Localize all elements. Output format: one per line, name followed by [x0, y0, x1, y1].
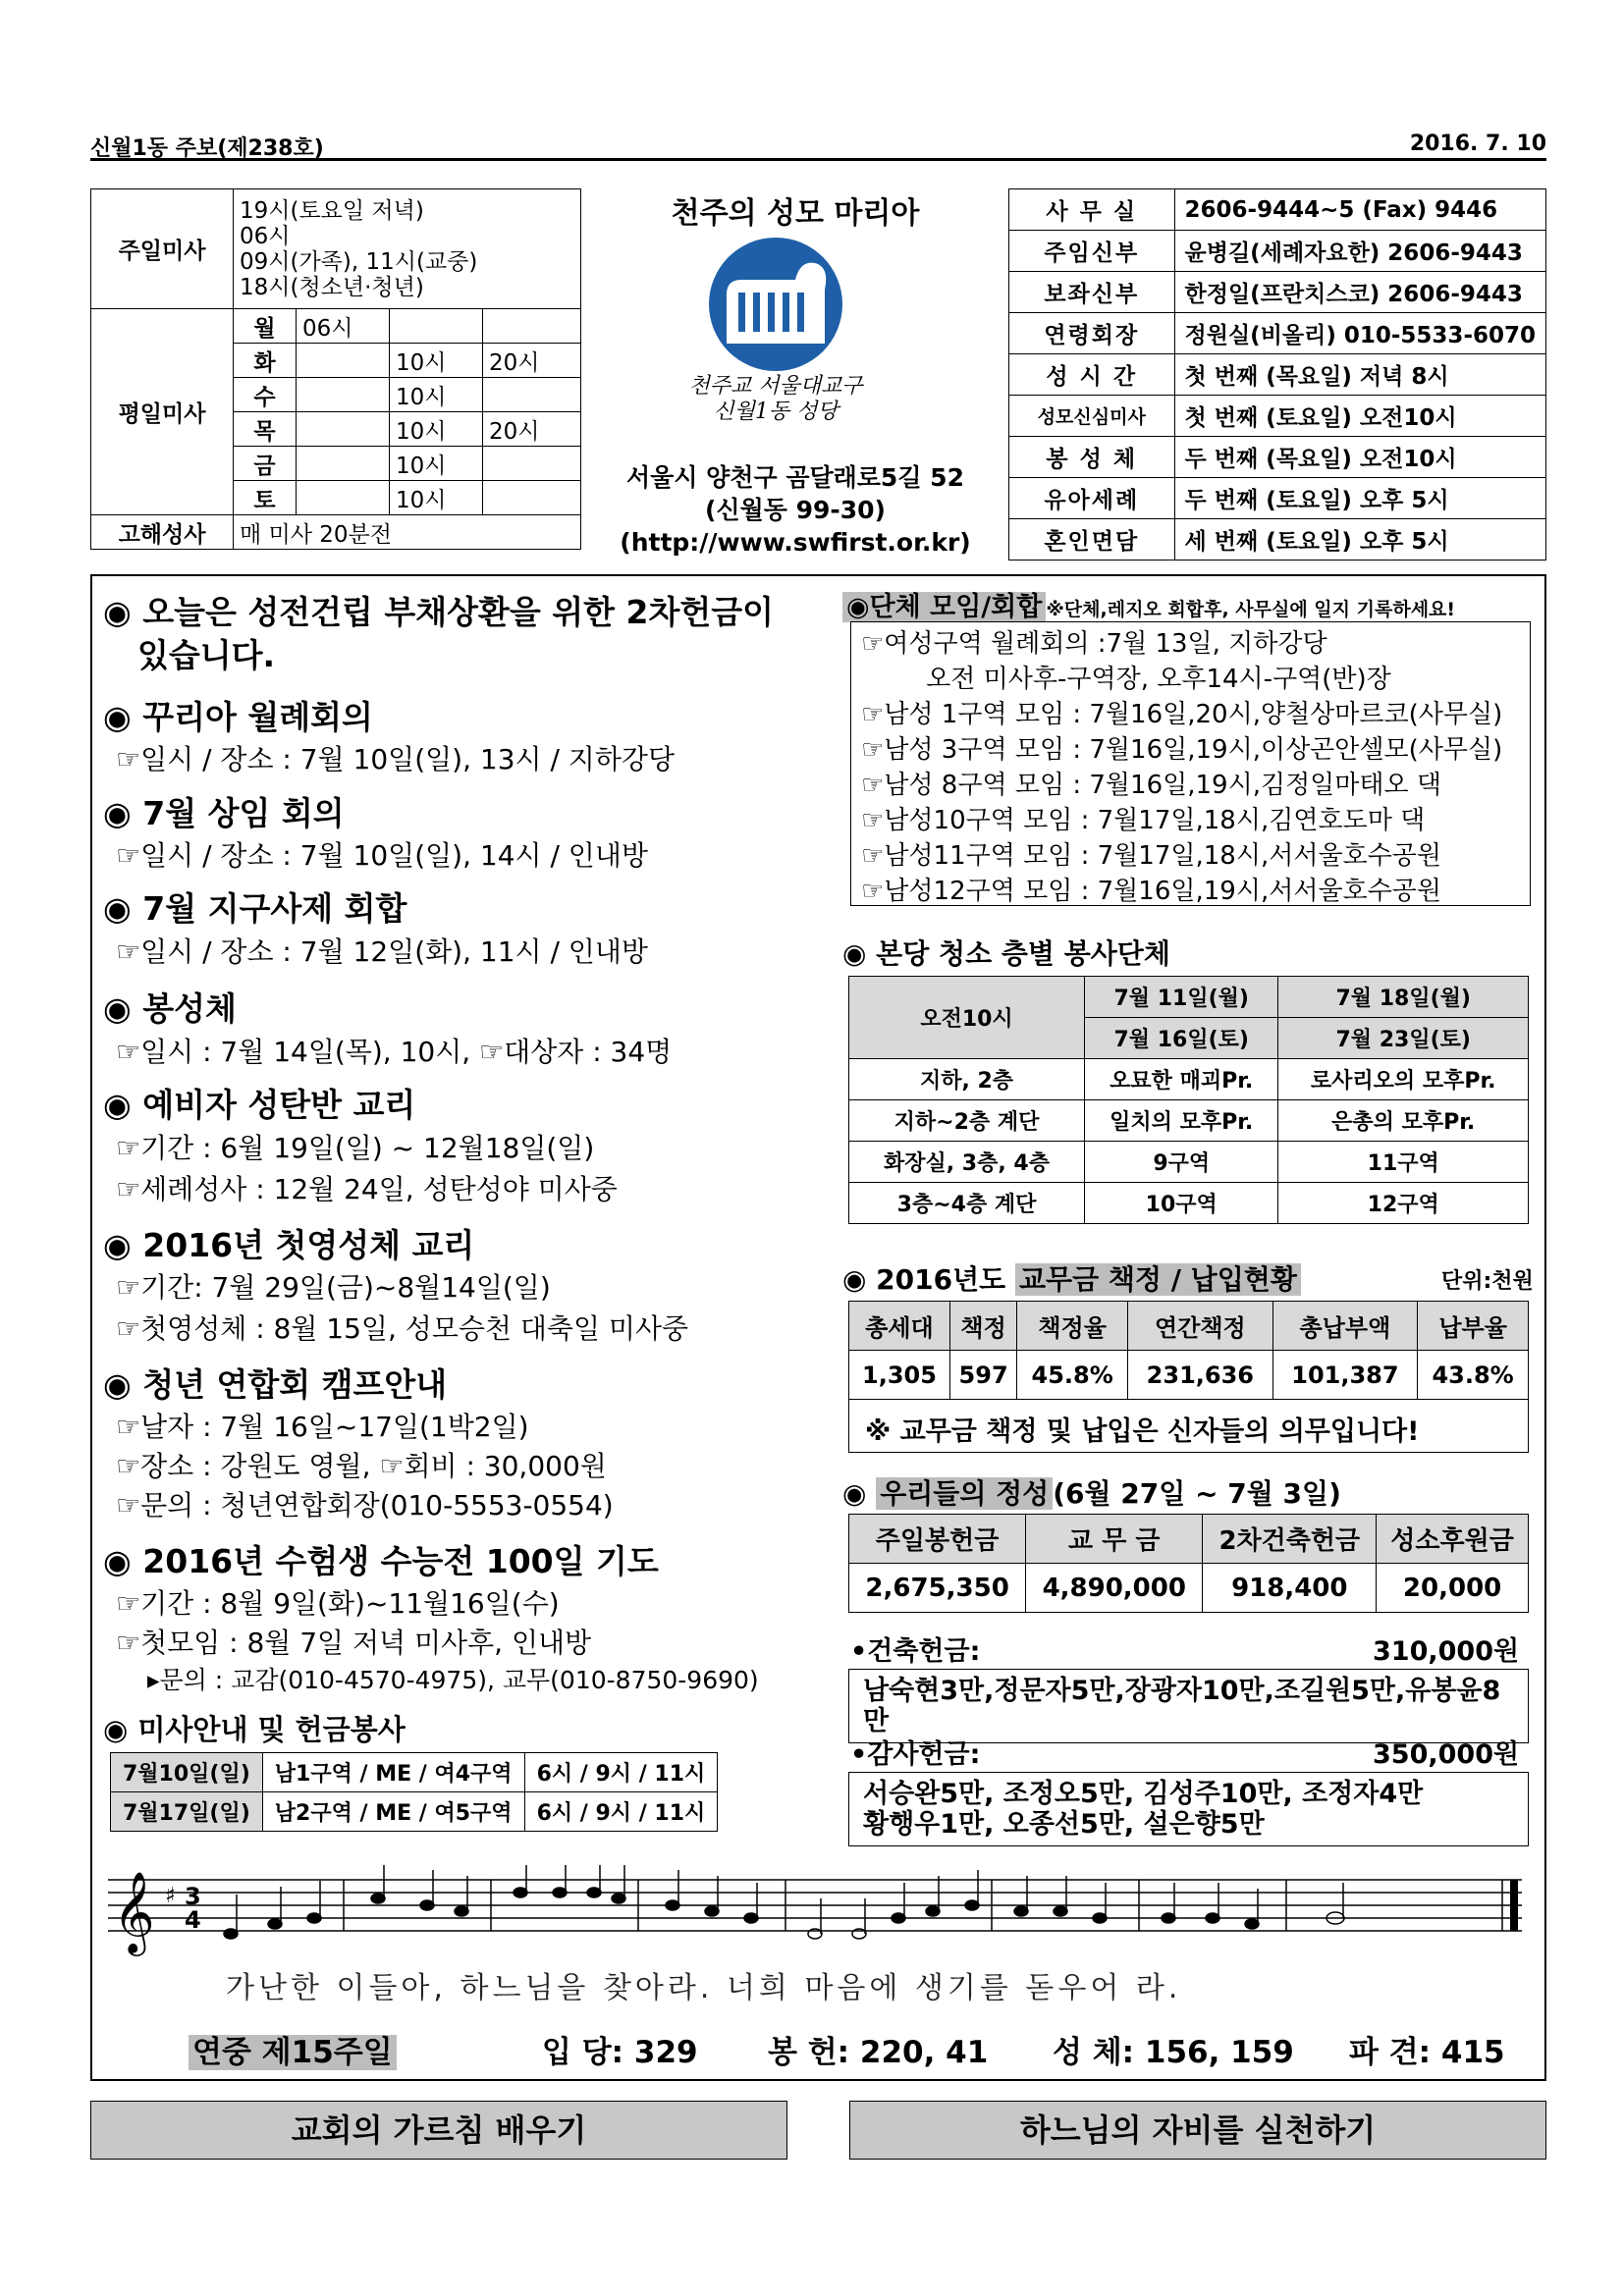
- weekday: 화: [234, 344, 297, 378]
- sunday-time: 09시(가족), 11시(교중): [240, 248, 478, 275]
- notice-communion-title: ◉ 봉성체: [103, 989, 237, 1028]
- thanks-offering-label: •감사헌금:: [850, 1739, 981, 1770]
- office-key: 혼인면담: [1009, 519, 1175, 561]
- cleaning-date: 7월 18일(월): [1278, 977, 1529, 1018]
- offering-value: 4,890,000: [1026, 1564, 1203, 1613]
- cleaning-time: 오전10시: [849, 977, 1085, 1059]
- cleaning-area: 지하~2층 계단: [849, 1100, 1085, 1142]
- notice-exam-prayer-title: ◉ 2016년 수험생 수능전 100일 기도: [103, 1542, 659, 1580]
- mass-time: [483, 447, 581, 481]
- office-value: 윤병길(세례자요한) 2606-9443: [1174, 231, 1545, 272]
- service-groups: 남2구역 / ME / 여5구역: [262, 1792, 524, 1832]
- offering-title-prefix: ◉: [842, 1477, 877, 1510]
- sunday-time: 19시(토요일 저녁): [240, 197, 424, 224]
- building-fund-amount: 310,000원: [1373, 1636, 1520, 1667]
- mass-time: 20시: [483, 344, 581, 378]
- offertory-hymn: 봉 헌: 220, 41: [768, 2035, 989, 2070]
- mass-time: [297, 447, 390, 481]
- sunday-mass-times: [234, 189, 581, 309]
- mass-time: 10시: [390, 481, 483, 515]
- notice-curia-detail: ☞일시 / 장소 : 7월 10일(일), 13시 / 지하강당: [116, 743, 676, 775]
- weekday-mass-label: 평일미사: [91, 309, 234, 515]
- dismissal-hymn: 파 견: 415: [1349, 2035, 1505, 2070]
- offering-header: 2차건축헌금: [1203, 1515, 1377, 1564]
- notice-youth-camp-date: ☞날자 : 7월 16일~17일(1박2일): [116, 1411, 529, 1443]
- mass-schedule-table: [90, 188, 581, 550]
- cleaning-title: ◉ 본당 청소 층별 봉사단체: [842, 937, 1170, 970]
- offering-title-highlight: 우리들의 정성: [876, 1477, 1053, 1510]
- weekday: 토: [234, 481, 297, 515]
- groups-box: [850, 621, 1531, 906]
- weekday: 수: [234, 378, 297, 412]
- music-notes: [224, 1865, 1344, 1939]
- notice-youth-camp-title: ◉ 청년 연합회 캠프안내: [103, 1365, 448, 1404]
- divine-mercy-button[interactable]: 하느님의 자비를 실천하기: [849, 2101, 1546, 2160]
- address-line: 서울시 양천구 곰달래로5길 52: [626, 463, 964, 492]
- notice-second-collection: ◉ 오늘은 성전건립 부채상환을 위한 2차헌금이: [103, 593, 775, 631]
- group-line: ☞남성10구역 모임 : 7월17일,18시,김연호도마 댁: [861, 806, 1426, 835]
- notice-standing-title: ◉ 7월 상임 회의: [103, 794, 345, 832]
- service-date: 7월10일(일): [111, 1753, 263, 1792]
- office-value: 정원실(비올리) 010-5533-6070: [1174, 313, 1545, 354]
- time-signature-bottom: 4: [185, 1906, 201, 1934]
- office-key: 봉 성 체: [1009, 437, 1175, 478]
- entrance-hymn: 입 당: 329: [542, 2035, 698, 2070]
- logo-text-diocese: 천주교 서울대교구: [688, 374, 863, 399]
- notice-first-communion-period: ☞기간: 7월 29일(금)~8월14일(일): [116, 1271, 551, 1304]
- group-line: ☞여성구역 월례회의 :7월 13일, 지하강당: [861, 629, 1327, 659]
- building-fund-label: •건축헌금:: [850, 1636, 981, 1667]
- notice-first-communion-date: ☞첫영성체 : 8월 15일, 성모승천 대축일 미사중: [116, 1312, 689, 1345]
- weekday: 금: [234, 447, 297, 481]
- office-key: 연령회장: [1009, 313, 1175, 354]
- donor-line: 황행우1만, 오종선5만, 설은향5만: [863, 1809, 1265, 1840]
- mass-time: [297, 378, 390, 412]
- sunday-mass-label: 주일미사: [91, 189, 234, 309]
- building-fund-donors: 남숙현3만,정문자5만,장광자10만,조길원5만,유봉윤8만: [848, 1669, 1529, 1743]
- dues-unit: 단위:천원: [1441, 1269, 1534, 1294]
- cleaning-group: 오묘한 매괴Pr.: [1085, 1059, 1278, 1100]
- dues-header: 납부율: [1418, 1302, 1529, 1351]
- offering-header: 성소후원금: [1377, 1515, 1529, 1564]
- mass-time: 10시: [390, 344, 483, 378]
- office-value: 첫 번째 (토요일) 오전10시: [1174, 396, 1545, 437]
- dues-value: 101,387: [1272, 1351, 1418, 1400]
- address-line: (신월동 99-30): [705, 496, 886, 524]
- mass-service-table: [110, 1752, 718, 1832]
- office-key: 사 무 실: [1009, 189, 1175, 231]
- dues-value: 597: [949, 1351, 1016, 1400]
- notice-first-communion-title: ◉ 2016년 첫영성체 교리: [103, 1226, 475, 1264]
- dues-title: [842, 1258, 1301, 1298]
- office-key: 보좌신부: [1009, 272, 1175, 313]
- notice-exam-prayer-first: ☞첫모임 : 8월 7일 저녁 미사후, 인내방: [116, 1627, 592, 1659]
- thanks-offering-donors: [848, 1772, 1529, 1846]
- mass-time: 06시: [297, 309, 390, 344]
- office-key: 성 시 간: [1009, 354, 1175, 396]
- notice-second-collection-cont: 있습니다.: [137, 636, 276, 674]
- offering-value: 2,675,350: [849, 1564, 1026, 1613]
- office-value: 첫 번째 (목요일) 저녁 8시: [1174, 354, 1545, 396]
- mass-time: [297, 344, 390, 378]
- sunday-time: 18시(청소년·청년): [240, 274, 424, 300]
- service-groups: 남1구역 / ME / 여4구역: [262, 1753, 524, 1792]
- website-link[interactable]: (http://www.swfirst.or.kr): [620, 528, 971, 557]
- dues-table: [848, 1301, 1529, 1400]
- dues-value: 43.8%: [1418, 1351, 1529, 1400]
- issue-date: 2016. 7. 10: [1409, 132, 1546, 156]
- service-date: 7월17일(일): [111, 1792, 263, 1832]
- offering-header: 주일봉헌금: [849, 1515, 1026, 1564]
- notice-standing-detail: ☞일시 / 장소 : 7월 10일(일), 14시 / 인내방: [116, 839, 648, 872]
- office-value: 2606-9444~5 (Fax) 9446: [1174, 189, 1545, 231]
- office-key: 성모신심미사: [1009, 396, 1175, 437]
- cleaning-date: 7월 23일(토): [1278, 1018, 1529, 1059]
- dues-title-prefix: ◉ 2016년도: [842, 1263, 1015, 1296]
- mass-time: [297, 412, 390, 447]
- parish-patron-title: 천주의 성모 마리아: [671, 196, 920, 231]
- thanks-offering-amount: 350,000원: [1373, 1739, 1520, 1770]
- cleaning-area: 3층~4층 계단: [849, 1183, 1085, 1224]
- sunday-time: 06시: [240, 223, 291, 249]
- issue-label: 신월1동 주보(제238호): [90, 136, 324, 161]
- mass-time: [483, 481, 581, 515]
- dues-header: 총납부액: [1272, 1302, 1418, 1351]
- mass-time: [483, 309, 581, 344]
- notice-communion-detail: ☞일시 : 7월 14일(목), 10시, ☞대상자 : 34명: [116, 1036, 673, 1068]
- donor-line: 서승완5만, 조정오5만, 김성주10만, 조정자4만: [863, 1779, 1424, 1809]
- weekday: 월: [234, 309, 297, 344]
- dues-header: 책정율: [1017, 1302, 1128, 1351]
- offering-value: 918,400: [1203, 1564, 1377, 1613]
- sharp-icon: ♯: [165, 1884, 176, 1908]
- notice-catechism-title: ◉ 예비자 성탄반 교리: [103, 1086, 416, 1124]
- cleaning-group: 은총의 모후Pr.: [1278, 1100, 1529, 1142]
- notice-exam-prayer-contact: ▸문의 : 교감(010-4570-4975), 교무(010-8750-9690): [147, 1666, 759, 1694]
- parish-logo: [677, 236, 874, 422]
- offering-value: 20,000: [1377, 1564, 1529, 1613]
- mass-time: 10시: [390, 412, 483, 447]
- dues-value: 1,305: [849, 1351, 950, 1400]
- offering-table: [848, 1514, 1529, 1613]
- cleaning-group: 12구역: [1278, 1183, 1529, 1224]
- logo-text-parish: 신월1동 성당: [713, 400, 839, 422]
- mass-time: [483, 378, 581, 412]
- cleaning-group: 9구역: [1085, 1142, 1278, 1183]
- notice-exam-prayer-period: ☞기간 : 8월 9일(화)~11월16일(수): [116, 1587, 560, 1620]
- service-times: 6시 / 9시 / 11시: [524, 1753, 718, 1792]
- notice-priests-title: ◉ 7월 지구사제 회합: [103, 889, 407, 928]
- groups-note: ※단체,레지오 회합후, 사무실에 일지 기록하세요!: [1046, 599, 1456, 620]
- cleaning-group: 로사리오의 모후Pr.: [1278, 1059, 1529, 1100]
- mass-time: 10시: [390, 447, 483, 481]
- service-times: 6시 / 9시 / 11시: [524, 1792, 718, 1832]
- treble-clef-icon: 𝄞: [113, 1870, 155, 1952]
- groups-title-row: [842, 585, 1455, 623]
- parish-address: [589, 461, 1001, 559]
- group-line: ☞남성 8구역 모임 : 7월16일,19시,김정일마태오 댁: [861, 771, 1442, 800]
- communion-hymn: 성 체: 156, 159: [1053, 2035, 1294, 2070]
- liturgical-week: [189, 2027, 397, 2071]
- notice-youth-camp-place: ☞장소 : 강원도 영월, ☞회비 : 30,000원: [116, 1450, 607, 1482]
- office-value: 두 번째 (토요일) 오후 5시: [1174, 478, 1545, 519]
- confession-value: 매 미사 20분전: [234, 515, 581, 550]
- dues-value: 45.8%: [1017, 1351, 1128, 1400]
- cleaning-group: 10구역: [1085, 1183, 1278, 1224]
- dues-header: 책정: [949, 1302, 1016, 1351]
- group-line: ☞남성 1구역 모임 : 7월16일,20시,양철상마르코(사무실): [861, 700, 1503, 729]
- weekday: 목: [234, 412, 297, 447]
- cleaning-area: 지하, 2층: [849, 1059, 1085, 1100]
- group-line: ☞남성12구역 모임 : 7월16일,19시,서서울호수공원: [861, 877, 1442, 906]
- notice-curia-title: ◉ 꾸리아 월례회의: [103, 698, 373, 736]
- offering-title-period: (6월 27일 ~ 7월 3일): [1053, 1477, 1341, 1510]
- office-info-table: [1008, 188, 1546, 561]
- cleaning-group: 11구역: [1278, 1142, 1529, 1183]
- office-value: 두 번째 (목요일) 오전10시: [1174, 437, 1545, 478]
- office-value: 세 번째 (토요일) 오후 5시: [1174, 519, 1545, 561]
- dues-note: ※ 교무금 책정 및 납입은 신자들의 의무입니다!: [848, 1399, 1529, 1453]
- liturgical-week-label: 연중 제15주일: [189, 2035, 397, 2070]
- confession-label: 고해성사: [91, 515, 234, 550]
- cleaning-area: 화장실, 3층, 4층: [849, 1142, 1085, 1183]
- hymn-numbers-bar: [90, 2007, 1546, 2081]
- mass-time: [297, 481, 390, 515]
- notice-youth-camp-contact: ☞문의 : 청년연합회장(010-5553-0554): [116, 1489, 614, 1522]
- mass-service-title: ◉ 미사안내 및 헌금봉사: [103, 1713, 406, 1746]
- office-key: 주임신부: [1009, 231, 1175, 272]
- group-line: ☞남성 3구역 모임 : 7월16일,19시,이상곤안셀모(사무실): [861, 735, 1503, 765]
- group-line: ☞남성11구역 모임 : 7월17일,18시,서서울호수공원: [861, 841, 1442, 871]
- church-teaching-button[interactable]: 교회의 가르침 배우기: [90, 2101, 787, 2160]
- mass-time: 10시: [390, 378, 483, 412]
- dues-header: 총세대: [849, 1302, 950, 1351]
- offering-header: 교 무 금: [1026, 1515, 1203, 1564]
- cleaning-date: 7월 16일(토): [1085, 1018, 1278, 1059]
- cleaning-date: 7월 11일(월): [1085, 977, 1278, 1018]
- office-value: 한정일(프란치스코) 2606-9443: [1174, 272, 1545, 313]
- bulletin-header: [90, 132, 1546, 161]
- hymn-lyrics: 가난한 이들아, 하느님을 찾아라. 너희 마음에 생기를 돋우어 라.: [226, 1971, 1182, 2005]
- groups-title: ◉단체 모임/회합: [842, 592, 1046, 622]
- notice-catechism-period: ☞기간 : 6월 19일(일) ~ 12월18일(일): [116, 1132, 595, 1164]
- time-signature-top: 3: [185, 1883, 201, 1910]
- offering-title: [842, 1472, 1341, 1512]
- dues-title-highlight: 교무금 책정 / 납입현황: [1015, 1263, 1301, 1296]
- cleaning-group: 일치의 모후Pr.: [1085, 1100, 1278, 1142]
- notice-priests-detail: ☞일시 / 장소 : 7월 12일(화), 11시 / 인내방: [116, 935, 648, 968]
- mass-time: 20시: [483, 412, 581, 447]
- mass-time: [390, 309, 483, 344]
- cleaning-table: [848, 976, 1529, 1224]
- dues-value: 231,636: [1128, 1351, 1273, 1400]
- group-line: 오전 미사후-구역장, 오후14시-구역(반)장: [861, 665, 1391, 694]
- office-key: 유아세례: [1009, 478, 1175, 519]
- notice-catechism-baptism: ☞세례성사 : 12월 24일, 성탄성야 미사중: [116, 1173, 618, 1205]
- dues-header: 연간책정: [1128, 1302, 1273, 1351]
